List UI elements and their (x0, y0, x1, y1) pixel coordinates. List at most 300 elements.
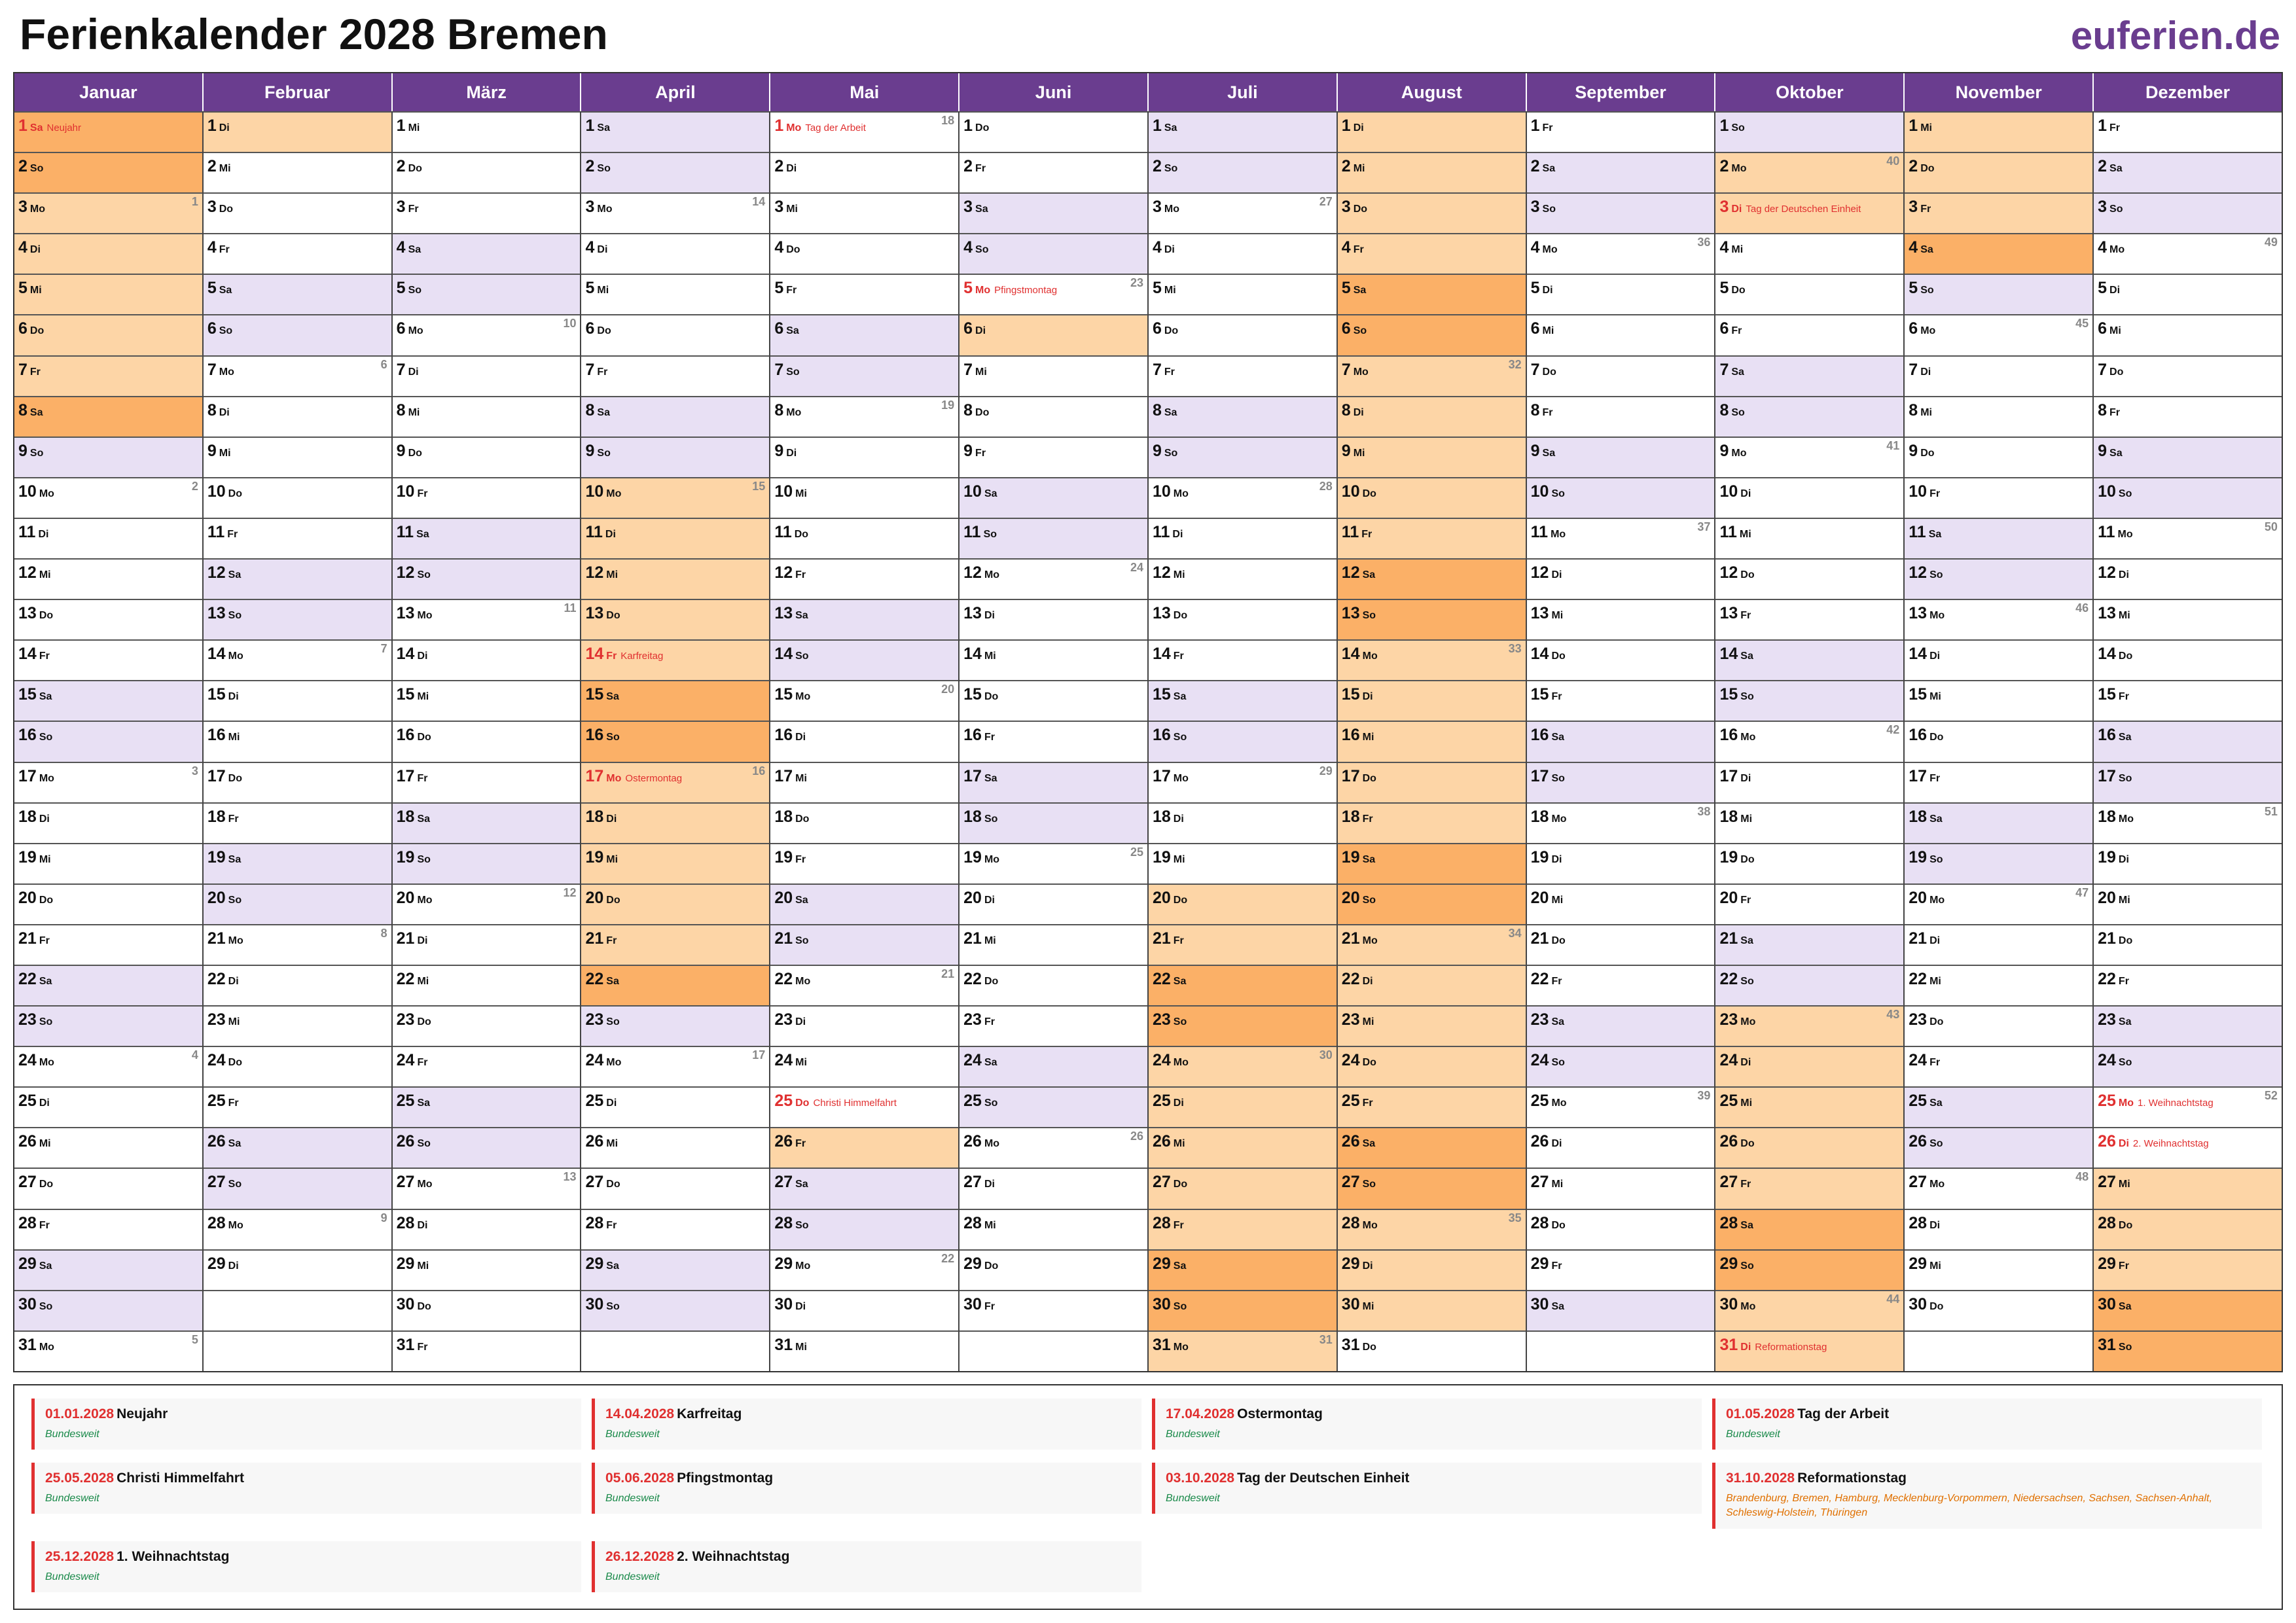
day-cell[interactable] (2094, 1330, 2282, 1371)
day-cell[interactable] (770, 111, 958, 152)
day-cell[interactable] (581, 477, 769, 518)
day-cell[interactable] (204, 680, 391, 721)
day-cell[interactable] (2094, 233, 2282, 274)
day-cell[interactable] (770, 437, 958, 477)
day-cell[interactable] (393, 843, 581, 883)
day-cell[interactable] (1338, 1209, 1526, 1249)
day-cell[interactable] (204, 111, 391, 152)
day-cell[interactable] (581, 721, 769, 761)
day-cell[interactable] (1715, 599, 1903, 639)
day-cell[interactable] (1905, 152, 2092, 192)
day-cell[interactable] (1527, 152, 1715, 192)
day-cell[interactable] (1527, 1086, 1715, 1127)
day-cell[interactable] (1149, 1249, 1336, 1290)
day-cell[interactable] (770, 1168, 958, 1208)
day-cell[interactable] (14, 1330, 202, 1371)
day-cell[interactable] (14, 1086, 202, 1127)
day-cell[interactable] (1338, 1046, 1526, 1086)
day-cell[interactable] (14, 883, 202, 924)
day-cell[interactable] (14, 192, 202, 233)
day-cell[interactable] (1905, 680, 2092, 721)
day-cell[interactable] (1149, 1209, 1336, 1249)
day-cell[interactable] (1715, 762, 1903, 802)
day-cell[interactable] (1905, 639, 2092, 680)
day-cell[interactable] (204, 924, 391, 965)
day-cell[interactable] (1149, 111, 1336, 152)
day-cell[interactable] (1527, 924, 1715, 965)
day-cell[interactable] (2094, 437, 2282, 477)
day-cell[interactable] (14, 721, 202, 761)
day-cell[interactable] (770, 680, 958, 721)
day-cell[interactable] (1149, 965, 1336, 1005)
day-cell[interactable] (393, 314, 581, 355)
day-cell[interactable] (1527, 1290, 1715, 1330)
day-cell[interactable] (770, 192, 958, 233)
day-cell[interactable] (1149, 1290, 1336, 1330)
day-cell[interactable] (1527, 1209, 1715, 1249)
day-cell[interactable] (393, 762, 581, 802)
day-cell[interactable] (1905, 721, 2092, 761)
day-cell[interactable] (393, 965, 581, 1005)
day-cell[interactable] (1715, 1168, 1903, 1208)
day-cell[interactable] (581, 639, 769, 680)
day-cell[interactable] (2094, 599, 2282, 639)
day-cell[interactable] (1527, 518, 1715, 558)
day-cell[interactable] (204, 1209, 391, 1249)
day-cell[interactable] (581, 965, 769, 1005)
day-cell[interactable] (1715, 396, 1903, 437)
day-cell[interactable] (1905, 437, 2092, 477)
day-cell[interactable] (1527, 680, 1715, 721)
day-cell[interactable] (960, 1290, 1147, 1330)
day-cell[interactable] (581, 314, 769, 355)
day-cell[interactable] (204, 883, 391, 924)
day-cell[interactable] (1715, 721, 1903, 761)
day-cell[interactable] (770, 965, 958, 1005)
day-cell[interactable] (1905, 355, 2092, 396)
day-cell[interactable] (1715, 1330, 1903, 1371)
day-cell[interactable] (393, 1127, 581, 1168)
day-cell[interactable] (1527, 192, 1715, 233)
day-cell[interactable] (770, 518, 958, 558)
day-cell[interactable] (14, 152, 202, 192)
day-cell[interactable] (2094, 558, 2282, 599)
day-cell[interactable] (960, 965, 1147, 1005)
day-cell[interactable] (14, 639, 202, 680)
day-cell[interactable] (14, 802, 202, 843)
day-cell[interactable] (1149, 883, 1336, 924)
day-cell[interactable] (960, 924, 1147, 965)
day-cell[interactable] (2094, 355, 2282, 396)
day-cell[interactable] (204, 843, 391, 883)
day-cell[interactable] (14, 518, 202, 558)
day-cell[interactable] (1149, 518, 1336, 558)
day-cell[interactable] (1338, 1086, 1526, 1127)
day-cell[interactable] (770, 274, 958, 314)
day-cell[interactable] (2094, 883, 2282, 924)
day-cell[interactable] (1149, 1005, 1336, 1046)
day-cell[interactable] (14, 1127, 202, 1168)
day-cell[interactable] (1338, 1005, 1526, 1046)
day-cell[interactable] (2094, 639, 2282, 680)
day-cell[interactable] (1338, 1127, 1526, 1168)
day-cell[interactable] (1338, 477, 1526, 518)
day-cell[interactable] (393, 1005, 581, 1046)
day-cell[interactable] (581, 599, 769, 639)
day-cell[interactable] (1905, 1209, 2092, 1249)
day-cell[interactable] (1149, 396, 1336, 437)
day-cell[interactable] (204, 965, 391, 1005)
day-cell[interactable] (1149, 355, 1336, 396)
day-cell[interactable] (204, 1086, 391, 1127)
day-cell[interactable] (14, 111, 202, 152)
day-cell[interactable] (14, 274, 202, 314)
day-cell[interactable] (1715, 883, 1903, 924)
day-cell[interactable] (960, 1168, 1147, 1208)
day-cell[interactable] (581, 924, 769, 965)
day-cell[interactable] (960, 477, 1147, 518)
day-cell[interactable] (14, 396, 202, 437)
day-cell[interactable] (1715, 639, 1903, 680)
day-cell[interactable] (960, 802, 1147, 843)
day-cell[interactable] (960, 721, 1147, 761)
day-cell[interactable] (204, 1127, 391, 1168)
day-cell[interactable] (2094, 314, 2282, 355)
day-cell[interactable] (2094, 1046, 2282, 1086)
day-cell[interactable] (960, 1209, 1147, 1249)
day-cell[interactable] (1527, 274, 1715, 314)
day-cell[interactable] (14, 558, 202, 599)
day-cell[interactable] (1527, 1127, 1715, 1168)
day-cell[interactable] (393, 477, 581, 518)
day-cell[interactable] (960, 355, 1147, 396)
day-cell[interactable] (581, 1290, 769, 1330)
day-cell[interactable] (204, 721, 391, 761)
day-cell[interactable] (581, 762, 769, 802)
day-cell[interactable] (1338, 1330, 1526, 1371)
day-cell[interactable] (393, 680, 581, 721)
day-cell[interactable] (1715, 518, 1903, 558)
day-cell[interactable] (581, 1168, 769, 1208)
day-cell[interactable] (393, 274, 581, 314)
day-cell[interactable] (204, 192, 391, 233)
day-cell[interactable] (581, 111, 769, 152)
day-cell[interactable] (770, 1290, 958, 1330)
day-cell[interactable] (1905, 111, 2092, 152)
day-cell[interactable] (1338, 1168, 1526, 1208)
day-cell[interactable] (770, 639, 958, 680)
day-cell[interactable] (204, 477, 391, 518)
day-cell[interactable] (770, 1249, 958, 1290)
day-cell[interactable] (1338, 355, 1526, 396)
day-cell[interactable] (581, 1005, 769, 1046)
day-cell[interactable] (2094, 1168, 2282, 1208)
day-cell[interactable] (960, 437, 1147, 477)
day-cell[interactable] (581, 1249, 769, 1290)
day-cell[interactable] (770, 1209, 958, 1249)
day-cell[interactable] (393, 558, 581, 599)
day-cell[interactable] (1149, 233, 1336, 274)
day-cell[interactable] (1527, 111, 1715, 152)
day-cell[interactable] (204, 1168, 391, 1208)
day-cell[interactable] (14, 1046, 202, 1086)
day-cell[interactable] (2094, 152, 2282, 192)
day-cell[interactable] (393, 1168, 581, 1208)
day-cell[interactable] (204, 233, 391, 274)
day-cell[interactable] (1905, 883, 2092, 924)
day-cell[interactable] (1715, 1290, 1903, 1330)
day-cell[interactable] (2094, 1086, 2282, 1127)
day-cell[interactable] (1527, 843, 1715, 883)
day-cell[interactable] (960, 152, 1147, 192)
day-cell[interactable] (14, 965, 202, 1005)
day-cell[interactable] (204, 396, 391, 437)
day-cell[interactable] (1338, 1249, 1526, 1290)
day-cell[interactable] (1715, 355, 1903, 396)
day-cell[interactable] (960, 396, 1147, 437)
day-cell[interactable] (960, 599, 1147, 639)
day-cell[interactable] (1149, 1330, 1336, 1371)
day-cell[interactable] (1149, 639, 1336, 680)
day-cell[interactable] (1905, 477, 2092, 518)
day-cell[interactable] (1338, 843, 1526, 883)
day-cell[interactable] (770, 802, 958, 843)
day-cell[interactable] (14, 924, 202, 965)
day-cell[interactable] (1905, 599, 2092, 639)
day-cell[interactable] (14, 437, 202, 477)
day-cell[interactable] (1905, 396, 2092, 437)
day-cell[interactable] (1905, 965, 2092, 1005)
day-cell[interactable] (204, 274, 391, 314)
day-cell[interactable] (1338, 518, 1526, 558)
day-cell[interactable] (393, 355, 581, 396)
day-cell[interactable] (204, 1249, 391, 1290)
day-cell[interactable] (2094, 843, 2282, 883)
day-cell[interactable] (770, 1330, 958, 1371)
day-cell[interactable] (14, 1005, 202, 1046)
day-cell[interactable] (1527, 1249, 1715, 1290)
day-cell[interactable] (1338, 1290, 1526, 1330)
day-cell[interactable] (960, 1086, 1147, 1127)
day-cell[interactable] (1149, 192, 1336, 233)
day-cell[interactable] (1905, 1127, 2092, 1168)
day-cell[interactable] (1338, 680, 1526, 721)
day-cell[interactable] (581, 355, 769, 396)
day-cell[interactable] (1149, 1086, 1336, 1127)
day-cell[interactable] (393, 1086, 581, 1127)
day-cell[interactable] (1527, 1005, 1715, 1046)
day-cell[interactable] (1338, 437, 1526, 477)
day-cell[interactable] (1905, 274, 2092, 314)
day-cell[interactable] (14, 233, 202, 274)
day-cell[interactable] (770, 721, 958, 761)
day-cell[interactable] (581, 843, 769, 883)
day-cell[interactable] (1905, 1086, 2092, 1127)
day-cell[interactable] (770, 477, 958, 518)
day-cell[interactable] (960, 1127, 1147, 1168)
day-cell[interactable] (1527, 233, 1715, 274)
day-cell[interactable] (393, 1290, 581, 1330)
day-cell[interactable] (770, 152, 958, 192)
day-cell[interactable] (1338, 396, 1526, 437)
day-cell[interactable] (1905, 802, 2092, 843)
day-cell[interactable] (960, 1005, 1147, 1046)
day-cell[interactable] (204, 599, 391, 639)
day-cell[interactable] (1905, 1168, 2092, 1208)
day-cell[interactable] (770, 355, 958, 396)
day-cell[interactable] (204, 314, 391, 355)
day-cell[interactable] (1715, 965, 1903, 1005)
day-cell[interactable] (2094, 274, 2282, 314)
day-cell[interactable] (1715, 1086, 1903, 1127)
day-cell[interactable] (393, 192, 581, 233)
day-cell[interactable] (2094, 396, 2282, 437)
day-cell[interactable] (1715, 1127, 1903, 1168)
day-cell[interactable] (960, 680, 1147, 721)
day-cell[interactable] (1715, 437, 1903, 477)
day-cell[interactable] (1149, 599, 1336, 639)
day-cell[interactable] (204, 1005, 391, 1046)
day-cell[interactable] (770, 314, 958, 355)
day-cell[interactable] (581, 1046, 769, 1086)
day-cell[interactable] (770, 396, 958, 437)
day-cell[interactable] (581, 152, 769, 192)
day-cell[interactable] (1527, 599, 1715, 639)
day-cell[interactable] (960, 883, 1147, 924)
day-cell[interactable] (960, 274, 1147, 314)
day-cell[interactable] (393, 111, 581, 152)
day-cell[interactable] (14, 355, 202, 396)
day-cell[interactable] (1338, 721, 1526, 761)
day-cell[interactable] (2094, 965, 2282, 1005)
day-cell[interactable] (14, 762, 202, 802)
day-cell[interactable] (1527, 558, 1715, 599)
day-cell[interactable] (1149, 802, 1336, 843)
day-cell[interactable] (960, 639, 1147, 680)
day-cell[interactable] (1149, 558, 1336, 599)
day-cell[interactable] (2094, 1127, 2282, 1168)
day-cell[interactable] (770, 1005, 958, 1046)
day-cell[interactable] (1715, 314, 1903, 355)
day-cell[interactable] (14, 843, 202, 883)
day-cell[interactable] (770, 233, 958, 274)
day-cell[interactable] (1338, 965, 1526, 1005)
day-cell[interactable] (581, 396, 769, 437)
day-cell[interactable] (1527, 639, 1715, 680)
day-cell[interactable] (960, 843, 1147, 883)
day-cell[interactable] (2094, 1209, 2282, 1249)
day-cell[interactable] (581, 558, 769, 599)
day-cell[interactable] (393, 1330, 581, 1371)
day-cell[interactable] (581, 802, 769, 843)
day-cell[interactable] (393, 1209, 581, 1249)
day-cell[interactable] (1527, 762, 1715, 802)
day-cell[interactable] (1715, 274, 1903, 314)
day-cell[interactable] (1527, 477, 1715, 518)
day-cell[interactable] (1715, 192, 1903, 233)
day-cell[interactable] (14, 314, 202, 355)
day-cell[interactable] (960, 111, 1147, 152)
day-cell[interactable] (581, 274, 769, 314)
day-cell[interactable] (14, 680, 202, 721)
day-cell[interactable] (14, 1168, 202, 1208)
day-cell[interactable] (393, 518, 581, 558)
day-cell[interactable] (204, 437, 391, 477)
day-cell[interactable] (1338, 314, 1526, 355)
day-cell[interactable] (1715, 233, 1903, 274)
day-cell[interactable] (393, 152, 581, 192)
day-cell[interactable] (1338, 192, 1526, 233)
day-cell[interactable] (204, 762, 391, 802)
day-cell[interactable] (1149, 477, 1336, 518)
day-cell[interactable] (2094, 111, 2282, 152)
day-cell[interactable] (1149, 721, 1336, 761)
day-cell[interactable] (204, 152, 391, 192)
day-cell[interactable] (393, 802, 581, 843)
day-cell[interactable] (393, 1249, 581, 1290)
day-cell[interactable] (1149, 924, 1336, 965)
day-cell[interactable] (1338, 924, 1526, 965)
day-cell[interactable] (1338, 233, 1526, 274)
day-cell[interactable] (1715, 1005, 1903, 1046)
day-cell[interactable] (1527, 1046, 1715, 1086)
day-cell[interactable] (1905, 1005, 2092, 1046)
day-cell[interactable] (1905, 924, 2092, 965)
day-cell[interactable] (1149, 314, 1336, 355)
day-cell[interactable] (1527, 314, 1715, 355)
day-cell[interactable] (1905, 518, 2092, 558)
day-cell[interactable] (204, 518, 391, 558)
day-cell[interactable] (204, 1046, 391, 1086)
day-cell[interactable] (581, 680, 769, 721)
day-cell[interactable] (1715, 477, 1903, 518)
day-cell[interactable] (204, 802, 391, 843)
day-cell[interactable] (1715, 1046, 1903, 1086)
day-cell[interactable] (1715, 558, 1903, 599)
day-cell[interactable] (770, 1127, 958, 1168)
day-cell[interactable] (2094, 1249, 2282, 1290)
day-cell[interactable] (1905, 1290, 2092, 1330)
day-cell[interactable] (1715, 843, 1903, 883)
day-cell[interactable] (960, 314, 1147, 355)
day-cell[interactable] (1527, 883, 1715, 924)
day-cell[interactable] (960, 1046, 1147, 1086)
day-cell[interactable] (2094, 477, 2282, 518)
day-cell[interactable] (204, 639, 391, 680)
day-cell[interactable] (770, 762, 958, 802)
day-cell[interactable] (770, 1046, 958, 1086)
day-cell[interactable] (1715, 111, 1903, 152)
day-cell[interactable] (1905, 314, 2092, 355)
day-cell[interactable] (1905, 762, 2092, 802)
day-cell[interactable] (1149, 152, 1336, 192)
day-cell[interactable] (2094, 1005, 2282, 1046)
day-cell[interactable] (1715, 1209, 1903, 1249)
day-cell[interactable] (960, 1249, 1147, 1290)
day-cell[interactable] (1338, 802, 1526, 843)
day-cell[interactable] (1527, 396, 1715, 437)
day-cell[interactable] (1149, 437, 1336, 477)
day-cell[interactable] (393, 437, 581, 477)
day-cell[interactable] (2094, 192, 2282, 233)
day-cell[interactable] (1905, 1046, 2092, 1086)
day-cell[interactable] (1527, 965, 1715, 1005)
day-cell[interactable] (1527, 802, 1715, 843)
day-cell[interactable] (1149, 1046, 1336, 1086)
day-cell[interactable] (2094, 802, 2282, 843)
day-cell[interactable] (393, 883, 581, 924)
day-cell[interactable] (1338, 883, 1526, 924)
